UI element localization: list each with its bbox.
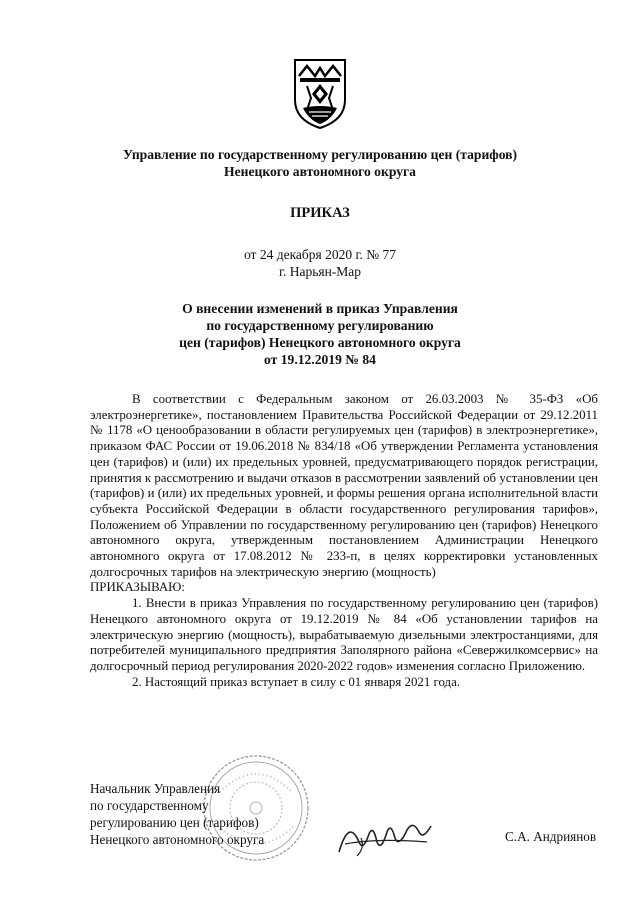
signatory-title	[90, 780, 264, 848]
subject-line3: цен (тарифов) Ненецкого автономного округа	[179, 335, 461, 350]
place: г. Нарьян-Мар	[278, 264, 362, 279]
date-number: от 24 декабря 2020 г. № 77	[243, 247, 397, 262]
nenets-coat-of-arms-icon	[293, 58, 347, 130]
document-type-title: ПРИКАЗ	[290, 205, 350, 221]
org-name-line1: Управление по государственному регулированию цен (тарифов)	[122, 147, 518, 162]
signatory-name: С.А. Андриянов	[505, 829, 597, 844]
preamble-paragraph: В соответствии с Федеральным законом от 26.03.2003 № 35-ФЗ «Об электроэнергетике», постановлением Правительства Российской Федерации от 29.12.2011 № 1178 «О ценообразовании в области регулируемых цен (тарифов) в электроэнергетике», приказом ФАС России от 19.06.2018 № 834/18 «Об утверждении Регламента установления цен (тарифов) и (или) их предельных уровней, предусматривающего порядок регистрации, принятия к рассмотрению и выдачи отказов в рассмотрении заявлений об установлении цен (тарифов) и (или) их предельных уровней, и формы решения органа исполнительной власти субъекта Российской Федерации в области государственного регулирования тарифов», Положением об Управлении по государственному регулированию цен (тарифов) Ненецкого автономного округа, утвержденным постановлением Администрации Ненецкого автономного округа от 17.08.2012 № 233-п, в целях корректировки установленных долгосрочных тарифов на электрическую энергию (мощность)	[90, 392, 598, 579]
signatory-title-line1: Начальник Управления	[90, 781, 221, 796]
signatory-title-line2: по государственному	[90, 798, 209, 813]
organization-header	[0, 146, 640, 180]
date-and-place	[0, 246, 640, 280]
org-name-line2: Ненецкого автономного округа	[224, 164, 416, 179]
subject-line4: от 19.12.2019 № 84	[264, 352, 376, 367]
handwritten-signature-icon	[335, 812, 435, 862]
subject-line2: по государственному регулированию	[206, 318, 434, 333]
order-item-1: 1. Внести в приказ Управления по государственному регулированию цен (тарифов) Ненецкого автономного округа от 19.12.2019 № 84 «Об установлении тарифов на электрическую энергию (мощность), вырабатываемую дизельными электростанциями, для потребителей муниципального предприятия Заполярного района «Севержилкомсервис» на долгосрочный период регулирования 2020-2022 годов» изменения согласно Приложению.	[90, 596, 598, 673]
order-item-2: 2. Настоящий приказ вступает в силу с 01 января 2021 года.	[132, 674, 461, 689]
decree-word: ПРИКАЗЫВАЮ:	[90, 580, 185, 595]
signatory-title-line4: Ненецкого автономного округа	[90, 832, 265, 847]
signatory-title-line3: регулированию цен (тарифов)	[90, 815, 259, 830]
subject-line1: О внесении изменений в приказ Управления	[182, 301, 458, 316]
document-body	[90, 392, 598, 690]
document-subject	[0, 300, 640, 368]
